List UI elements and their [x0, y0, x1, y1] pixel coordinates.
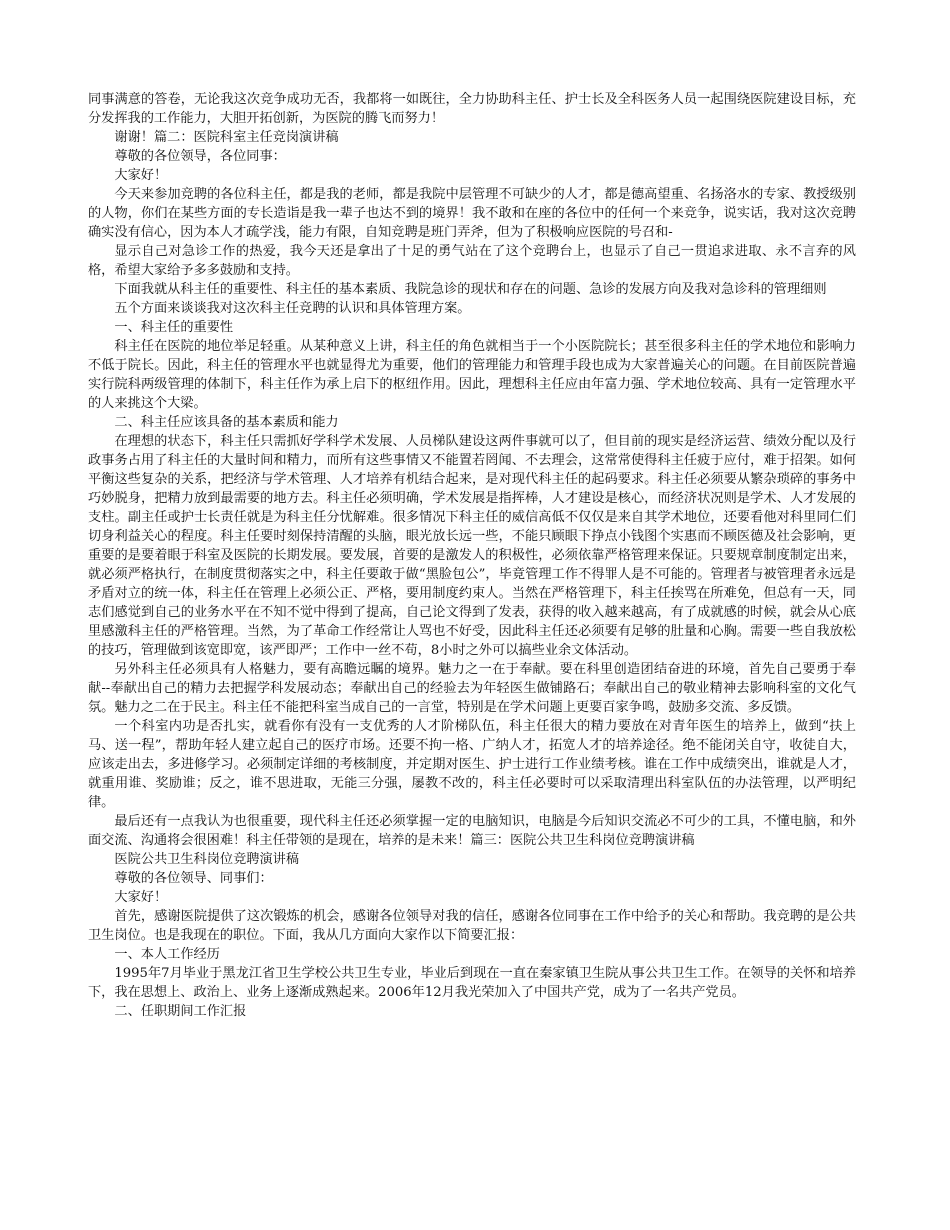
paragraph: 一个科室内功是否扎实，就看你有没有一支优秀的人才阶梯队伍，科主任很大的精力要放在对青年医生的培养上，做到“扶上马、送一程”，帮助年轻人建立起自己的医疗市场。还要不拘一格、广纳人才，拓宽人才的培养途径。绝不能闭关自守，收徒自大，应该走出去，多进修学习。必须制定详细的考核制度，并定期对医生、护士进行工作业绩考核。谁在工作中成绩突出，谁就是人才，就重用谁、奖励谁；反之，谁不思进取，无能三分强，屡教不改的，科主任必要时可以采取清理出科室队伍的办法管理，以严明纪律。 [88, 719, 856, 810]
paragraph: 科主任在医院的地位举足轻重。从某种意义上讲，科主任的角色就相当于一个小医院院长；甚至很多科主任的学术地位和影响力不低于院长。因此，科主任的管理水平也就显得尤为重要，他们的管理能力和管理手段也成为大家普遍关心的问题。在目前医院普遍实行院科两级管理的体制下，科主任作为承上启下的枢纽作用。因此，理想科主任应由年富力强、学术地位较高、具有一定管理水平的人来挑这个大梁。 [88, 339, 856, 411]
paragraph: 1995年7月毕业于黑龙江省卫生学校公共卫生专业，毕业后到现在一直在秦家镇卫生院从事公共卫生工作。在领导的关怀和培养下，我在思想上、政治上、业务上逐渐成熟起来。2006年12月我光荣加入了中国共产党，成为了一名共产党员。 [88, 966, 856, 1000]
paragraph: 谢谢！篇二：医院科室主任竞岗演讲稿 [114, 130, 339, 145]
paragraph: 最后还有一点我认为也很重要，现代科主任还必须掌握一定的电脑知识，电脑是今后知识交流必不可少的工具，不懂电脑，和外面交流、沟通将会很困难！科主任带领的是现在，培养的是未来！篇三：医院公共卫生科岗位竞聘演讲稿 [88, 814, 856, 848]
section-heading: 二、科主任应该具备的基本素质和能力 [114, 415, 339, 430]
paragraph: 今天来参加竞聘的各位科主任，都是我的老师，都是我院中层管理不可缺少的人才，都是德高望重、名扬洛水的专家、教授级别的人物，你们在某些方面的专长造诣是我一辈子也达不到的境界！我不敢和在座的各位中的任何一个来竞争，说实话，我对这次竞聘确实没有信心，因为本人才疏学浅，能力有限，自知竞聘是班门弄斧，但为了积极响应医院的号召和- [88, 187, 856, 240]
section-heading: 一、科主任的重要性 [114, 320, 234, 335]
paragraph: 五个方面来谈谈我对这次科主任竞聘的认识和具体管理方案。 [114, 301, 471, 316]
paragraph: 大家好！ [114, 890, 168, 905]
document-body [88, 90, 856, 1021]
paragraph: 同事满意的答卷，无论我这次竞争成功无否，我都将一如既往，全力协助科主任、护士长及全科医务人员一起围绕医院建设目标，充分发挥我的工作能力，大胆开拓创新，为医院的腾飞而努力！ [88, 92, 856, 126]
paragraph: 显示自己对急诊工作的热爱，我今天还是拿出了十足的勇气站在了这个竞聘台上，也显示了自己一贯追求进取、永不言弃的风格，希望大家给予多多鼓励和支持。 [88, 244, 856, 278]
paragraph: 尊敬的各位领导，各位同事： [114, 149, 286, 164]
paragraph: 在理想的状态下，科主任只需抓好学科学术发展、人员梯队建设这两件事就可以了，但目前的现实是经济运营、绩效分配以及行政事务占用了科主任的大量时间和精力，而所有这些事情又不能置若罔闻、不去理会，这常常使得科主任疲于应付，难于招架。如何平衡这些复杂的关系，把经济与学术管理、人才培养有机结合起来，是对现代科主任的起码要求。科主任必须要从繁杂琐碎的事务中巧妙脱身，把精力放到最需要的地方去。科主任必须明确，学术发展是指挥棒，人才建设是核心，而经济状况则是学术、人才发展的支柱。副主任或护士长责任就是为科主任分忧解难。很多情况下科主任的威信高低不仅仅是来自其学术地位，还要看他对科里同仁们切身利益关心的程度。科主任要时刻保持清醒的头脑，眼光放长远一些，不能只顾眼下挣点小钱图个实惠而不顾医德及社会影响，更重要的是要着眼于科室及医院的长期发展。要发展，首要的是激发人的积极性，必须依靠严格管理来保证。只要规章制度制定出来，就必须严格执行，在制度贯彻落实之中，科主任要敢于做“黑脸包公”，毕竟管理工作不得罪人是不可能的。管理者与被管理者永远是矛盾对立的统一体，科主任在管理上必须公正、严格，要用制度约束人。当然在严格管理下，科主任挨骂在所难免，但总有一天，同志们感觉到自己的业务水平在不知不觉中得到了提高，自己论文得到了发表，获得的收入越来越高，有了成就感的时候，就会从心底里感激科主任的严格管理。当然，为了革命工作经常让人骂也不好受，因此科主任还必须要有足够的肚量和心胸。需要一些自我放松的技巧，管理做到该宽即宽，该严即严；工作中一丝不苟，8小时之外可以搞些业余文体活动。 [88, 434, 856, 658]
paragraph: 另外科主任必须具有人格魅力，要有高瞻远瞩的境界。魅力之一在于奉献。要在科里创造团结奋进的环境，首先自己要勇于奉献--奉献出自己的精力去把握学科发展动态；奉献出自己的经验去为年轻医生做铺路石；奉献出自己的敬业精神去影响科室的文化气氛。魅力之二在于民主。科主任不能把科室当成自己的一言堂，特别是在学术问题上更要百家争鸣，鼓励多交流、多反馈。 [88, 662, 856, 715]
section-heading: 二、任职期间工作汇报 [114, 1004, 247, 1019]
paragraph: 下面我就从科主任的重要性、科主任的基本素质、我院急诊的现状和存在的问题、急诊的发展方向及我对急诊科的管理细则 [114, 282, 827, 297]
section-heading: 一、本人工作经历 [114, 947, 220, 962]
paragraph: 首先，感谢医院提供了这次锻炼的机会，感谢各位领导对我的信任，感谢各位同事在工作中给予的关心和帮助。我竞聘的是公共卫生岗位。也是我现在的职位。下面，我从几方面向大家作以下简要汇报： [88, 909, 856, 943]
paragraph: 尊敬的各位领导、同事们： [114, 871, 273, 886]
document-title: 医院公共卫生科岗位竞聘演讲稿 [114, 852, 300, 867]
paragraph: 大家好！ [114, 168, 168, 183]
